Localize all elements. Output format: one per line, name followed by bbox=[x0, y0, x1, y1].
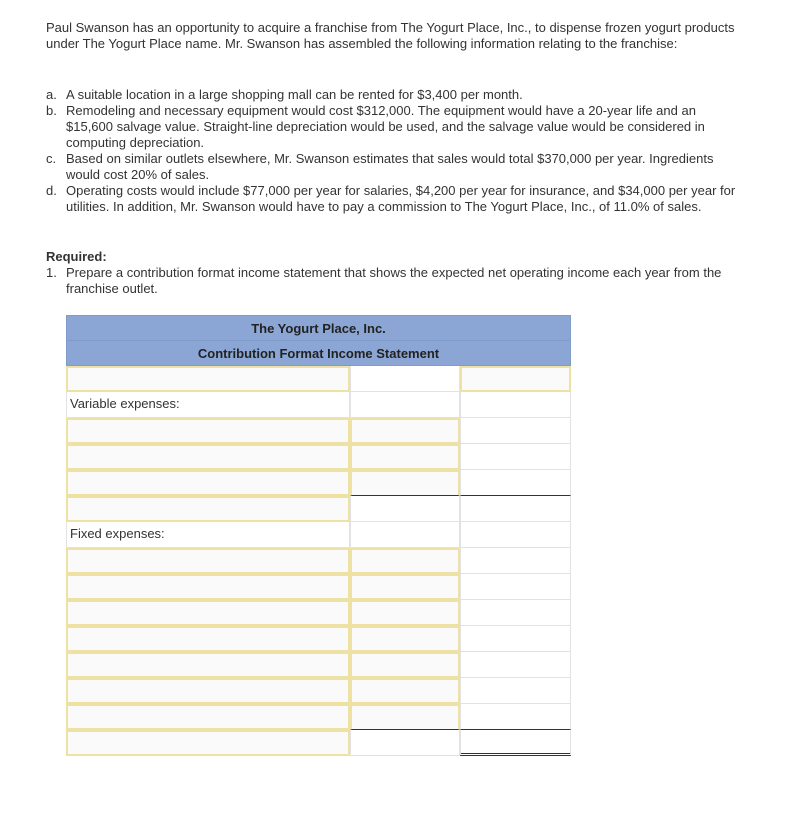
table-row bbox=[66, 548, 571, 574]
empty-cell bbox=[460, 470, 571, 496]
table-row bbox=[66, 652, 571, 678]
line-item-label-field[interactable] bbox=[68, 628, 348, 650]
detail-amount-field[interactable] bbox=[352, 472, 458, 495]
detail-amount-input[interactable] bbox=[350, 626, 460, 652]
detail-amount-input[interactable] bbox=[350, 470, 460, 496]
empty-cell bbox=[350, 730, 460, 756]
condition-marker: b. bbox=[46, 103, 57, 118]
empty-cell bbox=[460, 652, 571, 678]
condition-text: Operating costs would include $77,000 per year for salaries, $4,200 per year for insurance, and $34,000 per year for utilities. In addition, Mr. Swanson would have to pay a commission to The Yogurt Place, Inc., of 11.0% of sales. bbox=[66, 183, 736, 214]
table-row bbox=[66, 366, 571, 392]
condition-item bbox=[46, 151, 746, 183]
table-row bbox=[66, 496, 571, 522]
conditions-list bbox=[46, 87, 746, 215]
condition-text: A suitable location in a large shopping mall can be rented for $3,400 per month. bbox=[66, 87, 523, 102]
empty-cell bbox=[460, 704, 571, 730]
line-item-label-input[interactable] bbox=[66, 574, 350, 600]
income-statement-table bbox=[66, 315, 571, 756]
empty-cell bbox=[460, 392, 571, 418]
detail-amount-input[interactable] bbox=[350, 652, 460, 678]
required-text: Prepare a contribution format income statement that shows the expected net operating income each year from the franchise outlet. bbox=[66, 265, 722, 296]
line-item-label-input[interactable] bbox=[66, 548, 350, 574]
statement-company-header: The Yogurt Place, Inc. bbox=[66, 315, 571, 341]
detail-amount-field[interactable] bbox=[352, 628, 458, 650]
detail-amount-input[interactable] bbox=[350, 600, 460, 626]
empty-cell bbox=[460, 522, 571, 548]
table-row bbox=[66, 678, 571, 704]
variable-expenses-label: Variable expenses: bbox=[66, 392, 350, 418]
line-item-label-input[interactable] bbox=[66, 600, 350, 626]
line-item-label-field[interactable] bbox=[68, 576, 348, 598]
line-item-label-field[interactable] bbox=[68, 706, 348, 728]
line-item-label-input[interactable] bbox=[66, 444, 350, 470]
statement-title-header: Contribution Format Income Statement bbox=[66, 341, 571, 366]
empty-cell bbox=[460, 626, 571, 652]
line-item-label-field[interactable] bbox=[68, 420, 348, 442]
line-item-label-field[interactable] bbox=[68, 602, 348, 624]
table-row bbox=[66, 444, 571, 470]
empty-cell bbox=[460, 574, 571, 600]
problem-intro: Paul Swanson has an opportunity to acquire a franchise from The Yogurt Place, Inc., to dispense frozen yogurt products under The Yogurt Place name. Mr. Swanson has assembled the following information relating to the franchise: bbox=[46, 20, 735, 51]
line-item-label-input[interactable] bbox=[66, 496, 350, 522]
line-item-label-field[interactable] bbox=[68, 446, 348, 468]
empty-cell bbox=[460, 444, 571, 470]
table-row bbox=[66, 522, 571, 548]
total-amount-field[interactable] bbox=[462, 368, 569, 390]
detail-amount-input[interactable] bbox=[350, 704, 460, 730]
empty-cell bbox=[460, 678, 571, 704]
required-marker: 1. bbox=[46, 265, 57, 280]
line-item-label-field[interactable] bbox=[68, 550, 348, 572]
empty-cell bbox=[350, 522, 460, 548]
line-item-label-field[interactable] bbox=[68, 472, 348, 494]
condition-item bbox=[46, 87, 746, 103]
empty-cell bbox=[350, 392, 460, 418]
condition-marker: a. bbox=[46, 87, 57, 102]
condition-marker: d. bbox=[46, 183, 57, 198]
line-item-label-input[interactable] bbox=[66, 470, 350, 496]
detail-amount-input[interactable] bbox=[350, 574, 460, 600]
detail-amount-input[interactable] bbox=[350, 678, 460, 704]
total-amount-input[interactable] bbox=[460, 366, 571, 392]
empty-cell bbox=[350, 366, 460, 392]
detail-amount-input[interactable] bbox=[350, 548, 460, 574]
empty-cell bbox=[460, 600, 571, 626]
line-item-label-field[interactable] bbox=[68, 654, 348, 676]
empty-cell bbox=[460, 496, 571, 522]
detail-amount-field[interactable] bbox=[352, 654, 458, 676]
condition-marker: c. bbox=[46, 151, 57, 166]
required-list bbox=[46, 265, 736, 297]
line-item-label-field[interactable] bbox=[68, 732, 348, 754]
detail-amount-field[interactable] bbox=[352, 420, 458, 442]
condition-text: Based on similar outlets elsewhere, Mr. Swanson estimates that sales would total $370,000 per year. Ingredients would cost 20% of sales. bbox=[66, 151, 714, 182]
line-item-label-input[interactable] bbox=[66, 652, 350, 678]
line-item-label-input[interactable] bbox=[66, 678, 350, 704]
table-row bbox=[66, 470, 571, 496]
detail-amount-field[interactable] bbox=[352, 602, 458, 624]
table-row bbox=[66, 704, 571, 730]
line-item-label-input[interactable] bbox=[66, 366, 350, 392]
table-row bbox=[66, 574, 571, 600]
required-heading: Required: bbox=[46, 249, 107, 264]
line-item-label-input[interactable] bbox=[66, 626, 350, 652]
condition-item bbox=[46, 103, 746, 151]
table-row bbox=[66, 730, 571, 756]
table-row bbox=[66, 626, 571, 652]
table-row bbox=[66, 392, 571, 418]
empty-cell bbox=[460, 418, 571, 444]
detail-amount-input[interactable] bbox=[350, 444, 460, 470]
empty-cell bbox=[460, 730, 571, 756]
line-item-label-input[interactable] bbox=[66, 704, 350, 730]
empty-cell bbox=[460, 548, 571, 574]
line-item-label-field[interactable] bbox=[68, 368, 348, 390]
line-item-label-input[interactable] bbox=[66, 730, 350, 756]
line-item-label-field[interactable] bbox=[68, 498, 348, 520]
detail-amount-field[interactable] bbox=[352, 446, 458, 468]
fixed-expenses-label: Fixed expenses: bbox=[66, 522, 350, 548]
table-row bbox=[66, 418, 571, 444]
detail-amount-field[interactable] bbox=[352, 680, 458, 702]
condition-item bbox=[46, 183, 746, 215]
condition-text: Remodeling and necessary equipment would cost $312,000. The equipment would have a 20-year life and an $15,600 salvage value. Straight-line depreciation would be used, and the salvage value would be considered in computing depreciation. bbox=[66, 103, 705, 150]
detail-amount-field[interactable] bbox=[352, 550, 458, 572]
table-row bbox=[66, 600, 571, 626]
detail-amount-field[interactable] bbox=[352, 706, 458, 729]
detail-amount-input[interactable] bbox=[350, 418, 460, 444]
detail-amount-field[interactable] bbox=[352, 576, 458, 598]
line-item-label-field[interactable] bbox=[68, 680, 348, 702]
empty-cell bbox=[350, 496, 460, 522]
required-item bbox=[46, 265, 736, 297]
line-item-label-input[interactable] bbox=[66, 418, 350, 444]
